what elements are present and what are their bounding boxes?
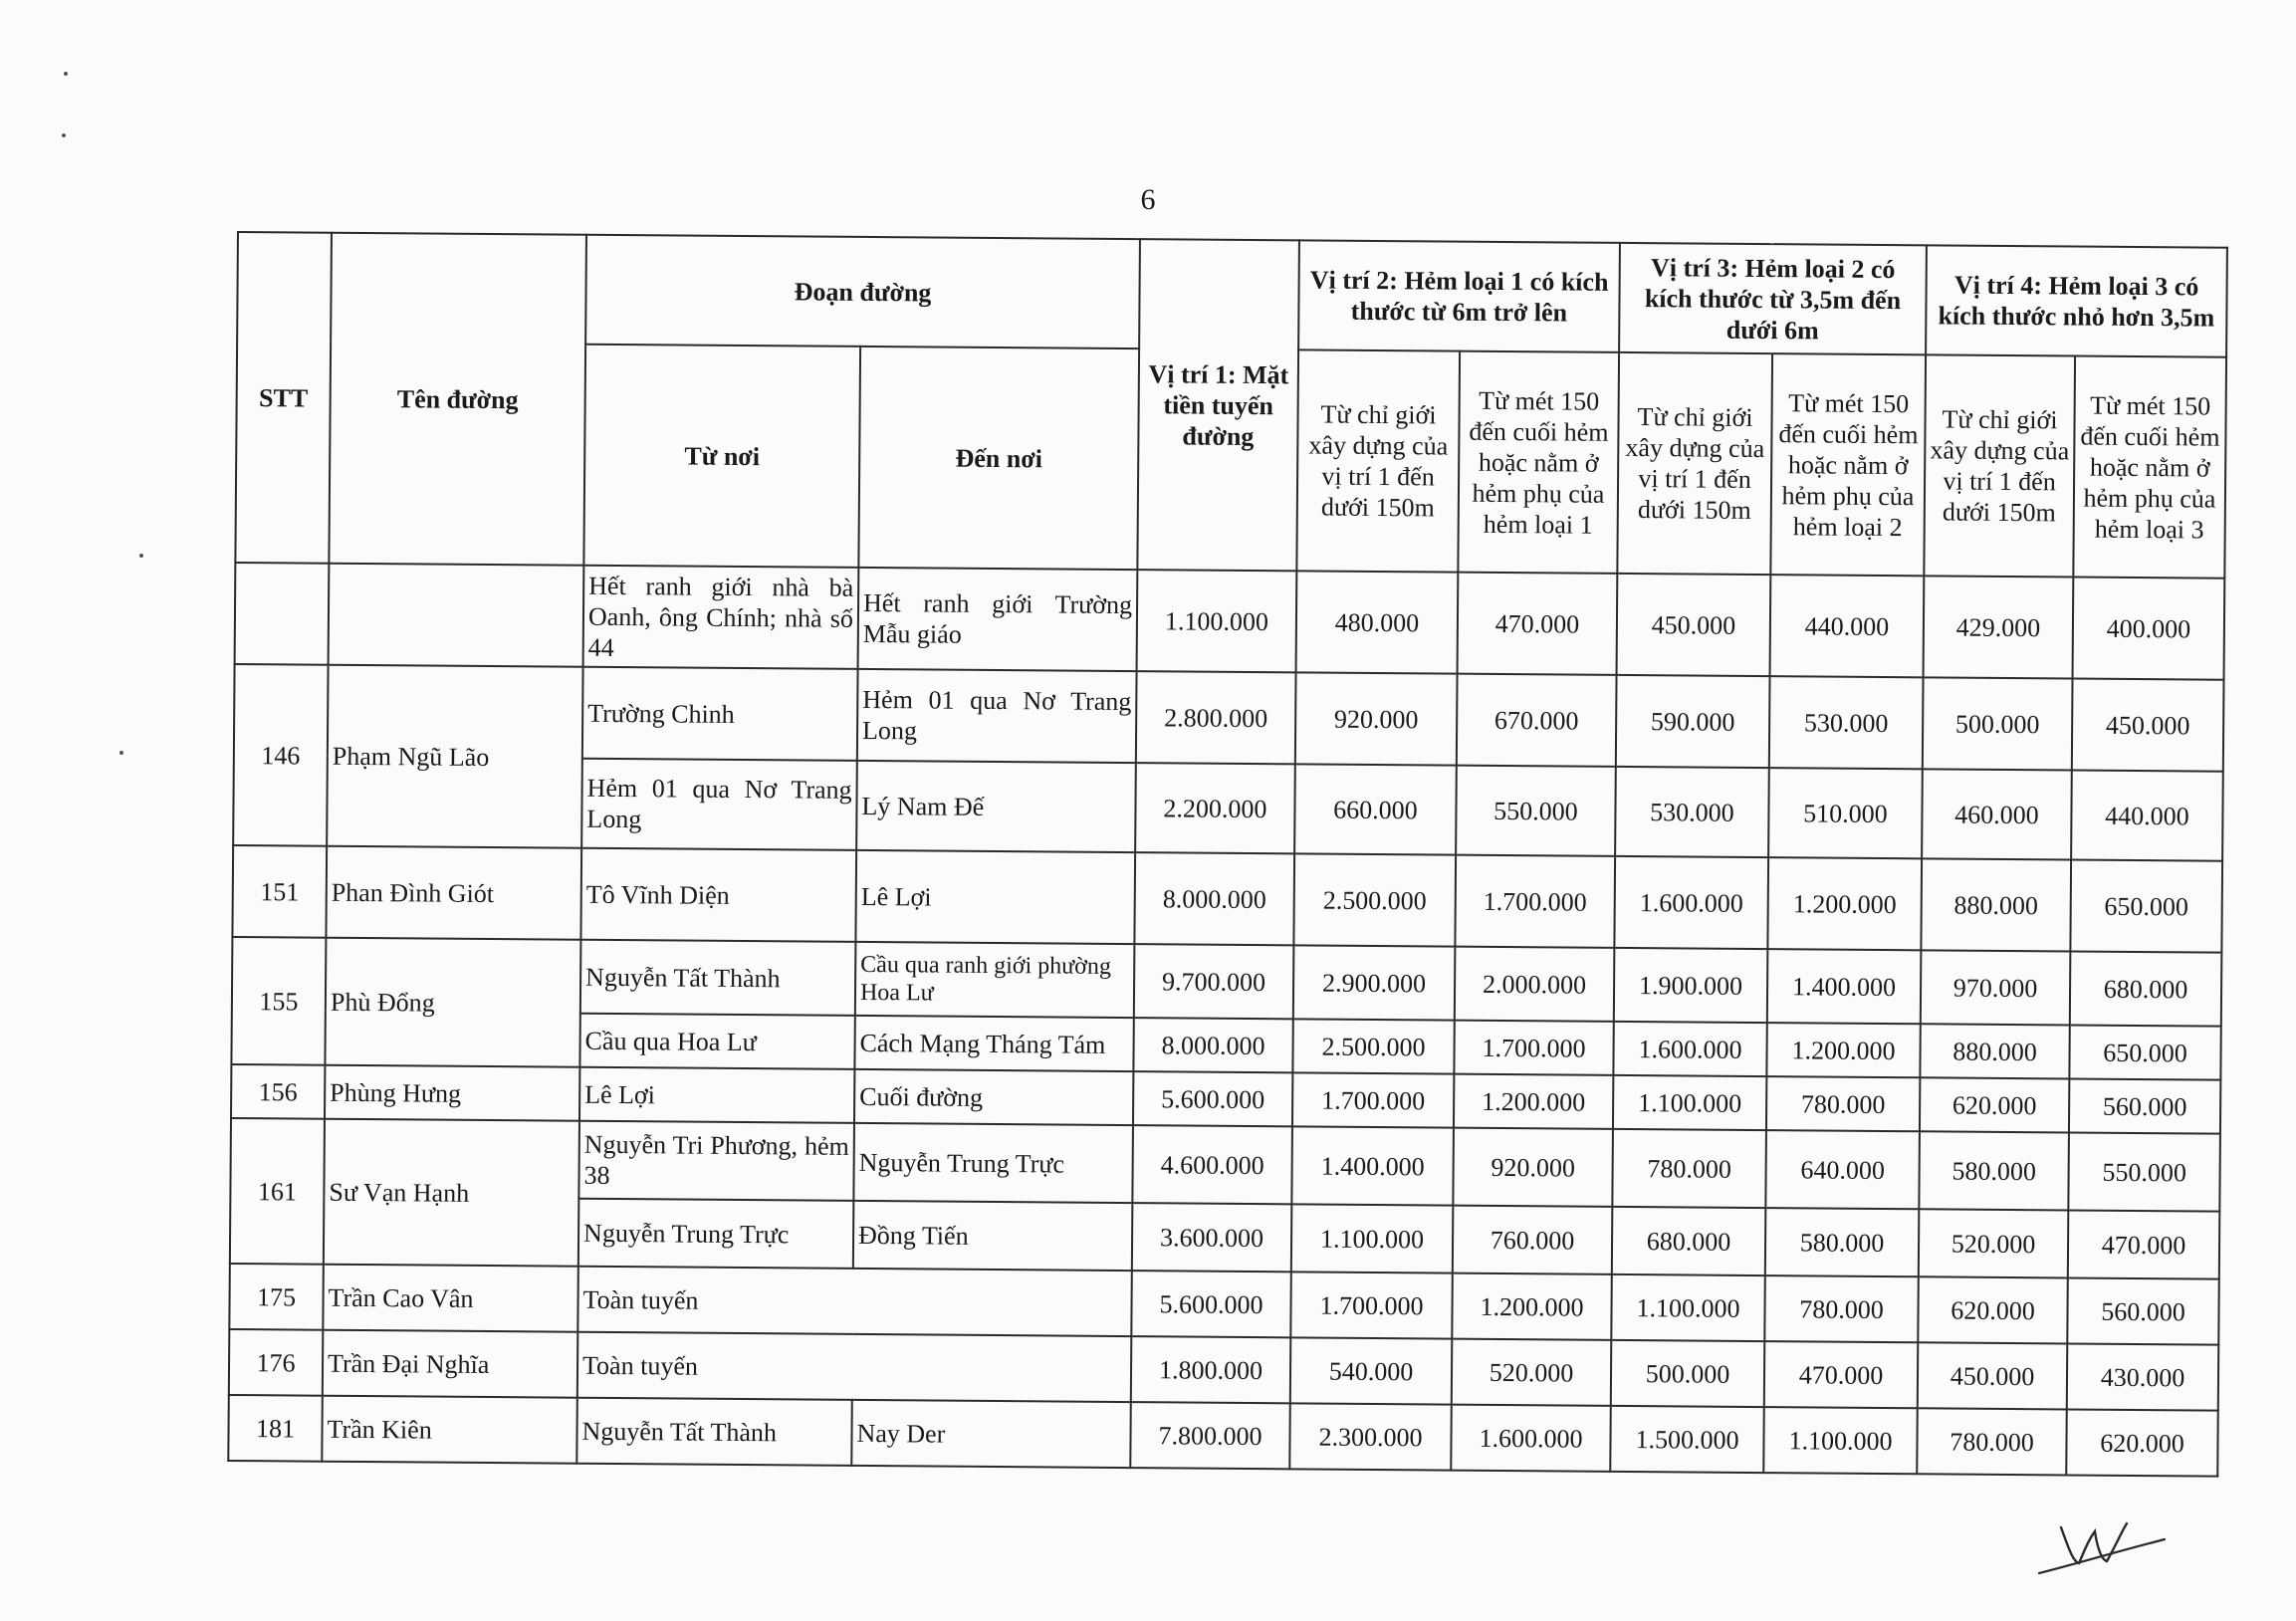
stt-cell: 151 xyxy=(232,845,327,938)
street-name-cell: Sư Vạn Hạnh xyxy=(324,1119,579,1267)
price-vt2b: 2.000.000 xyxy=(1455,947,1615,1022)
price-vt4a: 620.000 xyxy=(1920,1077,2069,1132)
price-vt2a: 540.000 xyxy=(1290,1337,1453,1404)
price-vt4b: 450.000 xyxy=(2072,678,2224,771)
from-cell: Nguyễn Tất Thành xyxy=(580,940,856,1016)
price-vt4b: 650.000 xyxy=(2069,1025,2220,1079)
price-vt2a: 2.500.000 xyxy=(1292,1019,1454,1073)
price-vt3a: 780.000 xyxy=(1612,1129,1766,1208)
price-vt3b: 1.400.000 xyxy=(1767,949,1922,1024)
price-vt2a: 920.000 xyxy=(1295,672,1458,765)
stt-cell: 176 xyxy=(229,1329,324,1396)
price-vt3a: 450.000 xyxy=(1617,574,1771,676)
price-vt3a: 1.900.000 xyxy=(1614,948,1768,1023)
segment-cell: Toàn tuyến xyxy=(577,1332,1132,1402)
stt-cell: 156 xyxy=(231,1064,325,1119)
price-vt2b: 1.200.000 xyxy=(1454,1074,1613,1129)
to-cell: Hẻm 01 qua Nơ Trang Long xyxy=(857,669,1137,763)
to-cell: Đồng Tiến xyxy=(853,1201,1133,1271)
price-vt2a: 2.300.000 xyxy=(1289,1403,1452,1470)
street-name-cell: Trần Đại Nghĩa xyxy=(323,1330,578,1398)
from-cell: Lê Lợi xyxy=(579,1067,854,1123)
price-vt4a: 880.000 xyxy=(1921,858,2071,951)
stt-cell: 181 xyxy=(228,1395,323,1462)
from-cell: Cầu qua Hoa Lư xyxy=(579,1014,854,1069)
scan-speck xyxy=(64,72,68,76)
from-cell: Hẻm 01 qua Nơ Trang Long xyxy=(581,759,857,850)
header-vi-tri-1: Vị trí 1: Mặt tiền tuyến đường xyxy=(1137,239,1299,571)
page-number: 6 xyxy=(1140,183,1156,216)
from-cell: Nguyễn Tất Thành xyxy=(576,1398,852,1466)
price-vt1: 5.600.000 xyxy=(1133,1071,1292,1126)
price-vt4a: 580.000 xyxy=(1919,1131,2069,1210)
stt-cell: 155 xyxy=(231,937,326,1065)
price-vt2a: 1.700.000 xyxy=(1290,1272,1453,1338)
price-vt1: 3.600.000 xyxy=(1132,1203,1292,1272)
price-vt3b: 440.000 xyxy=(1770,575,1925,677)
price-vt2b: 1.700.000 xyxy=(1454,1021,1613,1075)
price-vt4a: 520.000 xyxy=(1919,1209,2069,1277)
street-name-cell: Phù Đổng xyxy=(325,938,580,1067)
price-vt3b: 1.200.000 xyxy=(1766,1023,1920,1077)
from-cell: Nguyễn Trung Trực xyxy=(578,1199,854,1269)
table-row xyxy=(232,845,2222,953)
price-vt2b: 550.000 xyxy=(1456,766,1616,856)
price-vt3a: 1.600.000 xyxy=(1613,1022,1766,1076)
price-vt1: 7.800.000 xyxy=(1130,1402,1290,1469)
from-cell: Hết ranh giới nhà bà Oanh, ông Chính; nhà số 44 xyxy=(583,566,859,669)
price-vt2b: 920.000 xyxy=(1453,1128,1613,1207)
table-row xyxy=(230,1118,2220,1212)
to-cell: Cuối đường xyxy=(854,1069,1133,1125)
price-vt3b: 1.100.000 xyxy=(1763,1407,1918,1474)
price-vt3a: 1.100.000 xyxy=(1611,1274,1765,1341)
price-vt1: 9.700.000 xyxy=(1134,944,1294,1019)
segment-cell: Toàn tuyến xyxy=(577,1267,1132,1336)
price-vt3a: 1.500.000 xyxy=(1610,1406,1764,1473)
price-vt3b: 640.000 xyxy=(1765,1130,1920,1209)
to-cell: Cách Mạng Tháng Tám xyxy=(854,1016,1133,1071)
initials-signature-icon xyxy=(2031,1509,2171,1579)
price-vt1: 8.000.000 xyxy=(1134,852,1294,945)
price-vt2a: 1.400.000 xyxy=(1291,1126,1454,1205)
price-vt3a: 530.000 xyxy=(1615,767,1769,857)
price-vt2a: 1.700.000 xyxy=(1292,1072,1454,1127)
price-vt4b: 650.000 xyxy=(2070,859,2222,952)
price-vt2a: 2.900.000 xyxy=(1293,945,1456,1020)
price-vt4a: 460.000 xyxy=(1922,769,2072,859)
price-vt4b: 620.000 xyxy=(2066,1409,2218,1476)
from-cell: Tô Vĩnh Diện xyxy=(580,848,856,942)
price-vt4a: 620.000 xyxy=(1918,1276,2068,1343)
price-vt4b: 440.000 xyxy=(2071,770,2223,860)
price-vt4a: 780.000 xyxy=(1917,1408,2067,1475)
header-vi-tri-2: Vị trí 2: Hẻm loại 1 có kích thước từ 6m trở lên xyxy=(1298,240,1620,352)
table-row xyxy=(235,563,2225,680)
price-vt4b: 680.000 xyxy=(2070,951,2222,1026)
header-den-noi: Đến nơi xyxy=(858,347,1139,570)
price-vt1: 1.100.000 xyxy=(1137,570,1297,672)
to-cell: Nay Der xyxy=(851,1400,1131,1468)
header-vt4-sub-a: Từ chỉ giới xây dựng của vị trí 1 đến dưới 150m xyxy=(1924,354,2075,577)
land-price-table-wrapper xyxy=(237,231,2226,1462)
price-vt4a: 500.000 xyxy=(1923,677,2073,770)
price-vt4a: 450.000 xyxy=(1918,1342,2068,1409)
price-vt2b: 470.000 xyxy=(1458,573,1618,675)
price-vt3b: 580.000 xyxy=(1765,1208,1920,1276)
price-vt1: 8.000.000 xyxy=(1133,1018,1292,1072)
price-vt2b: 670.000 xyxy=(1457,674,1617,767)
price-vt2b: 1.200.000 xyxy=(1452,1274,1612,1340)
price-vt4b: 560.000 xyxy=(2067,1277,2219,1344)
scan-speck xyxy=(139,554,143,558)
header-vt2-sub-a: Từ chỉ giới xây dựng của vị trí 1 đến dưới 150m xyxy=(1296,349,1460,572)
price-vt3b: 1.200.000 xyxy=(1767,857,1922,950)
header-vi-tri-3: Vị trí 3: Hẻm loại 2 có kích thước từ 3,5m đến dưới 6m xyxy=(1619,243,1927,354)
header-vt2-sub-b: Từ mét 150 đến cuối hẻm hoặc nằm ở hẻm phụ của hẻm loại 1 xyxy=(1458,351,1619,574)
price-vt3a: 500.000 xyxy=(1611,1340,1765,1407)
price-vt4a: 970.000 xyxy=(1921,950,2071,1025)
price-vt2b: 1.600.000 xyxy=(1451,1405,1611,1472)
table-row xyxy=(232,937,2222,1027)
price-vt4b: 470.000 xyxy=(2068,1210,2220,1278)
header-ten-duong: Tên đường xyxy=(329,233,586,566)
price-vt2a: 2.500.000 xyxy=(1293,853,1456,946)
price-vt1: 1.800.000 xyxy=(1131,1336,1291,1403)
to-cell: Lý Nam Đế xyxy=(856,761,1136,852)
land-price-table xyxy=(227,231,2228,1478)
header-doan-duong: Đoạn đường xyxy=(585,235,1140,348)
price-vt1: 2.800.000 xyxy=(1136,671,1296,764)
price-vt4a: 880.000 xyxy=(1920,1024,2069,1078)
street-name-cell: Phùng Hưng xyxy=(325,1065,579,1121)
price-vt3b: 780.000 xyxy=(1764,1275,1919,1342)
street-name-cell: Phạm Ngũ Lão xyxy=(327,665,582,848)
to-cell: Nguyễn Trung Trực xyxy=(853,1123,1133,1203)
price-vt2a: 480.000 xyxy=(1296,571,1459,673)
scan-speck xyxy=(62,133,66,137)
price-vt2a: 660.000 xyxy=(1294,764,1457,854)
stt-cell: 175 xyxy=(229,1264,324,1330)
price-vt4a: 429.000 xyxy=(1924,576,2074,678)
price-vt4b: 400.000 xyxy=(2073,577,2225,679)
price-vt4b: 560.000 xyxy=(2069,1078,2220,1133)
price-vt3a: 590.000 xyxy=(1616,675,1770,768)
price-vt2b: 520.000 xyxy=(1452,1339,1612,1406)
price-vt3a: 1.600.000 xyxy=(1614,856,1768,949)
street-name-cell: Trần Cao Vân xyxy=(323,1265,578,1332)
header-vi-tri-4: Vị trí 4: Hẻm loại 3 có kích thước nhỏ hơn 3,5m xyxy=(1926,245,2227,356)
stt-cell: 146 xyxy=(233,664,328,846)
header-vt4-sub-b: Từ mét 150 đến cuối hẻm hoặc nằm ở hẻm phụ của hẻm loại 3 xyxy=(2073,356,2226,579)
table-row xyxy=(234,664,2224,772)
street-name-cell xyxy=(329,564,584,667)
price-vt4b: 430.000 xyxy=(2067,1343,2219,1410)
price-vt1: 2.200.000 xyxy=(1135,763,1295,853)
price-vt2b: 1.700.000 xyxy=(1455,855,1615,948)
price-vt2a: 1.100.000 xyxy=(1291,1204,1454,1273)
to-cell: Hết ranh giới Trường Mẫu giáo xyxy=(858,568,1138,671)
to-cell: Cầu qua ranh giới phường Hoa Lư xyxy=(855,942,1135,1018)
price-vt1: 5.600.000 xyxy=(1131,1271,1291,1337)
header-vt3-sub-a: Từ chỉ giới xây dựng của vị trí 1 đến dưới 150m xyxy=(1617,352,1772,575)
scan-speck xyxy=(119,751,123,755)
price-vt4b: 550.000 xyxy=(2068,1132,2220,1211)
price-vt1: 4.600.000 xyxy=(1132,1125,1292,1204)
street-name-cell: Trần Kiên xyxy=(322,1396,577,1464)
price-vt3a: 680.000 xyxy=(1612,1207,1766,1275)
to-cell: Lê Lợi xyxy=(855,850,1135,944)
from-cell: Trường Chinh xyxy=(582,667,858,761)
header-tu-noi: Từ nơi xyxy=(583,345,860,568)
price-vt3b: 510.000 xyxy=(1768,768,1923,858)
header-stt: STT xyxy=(235,232,332,564)
price-vt3a: 1.100.000 xyxy=(1613,1075,1766,1130)
price-vt2b: 760.000 xyxy=(1453,1206,1613,1274)
stt-cell xyxy=(235,563,330,665)
price-vt3b: 530.000 xyxy=(1769,676,1924,769)
street-name-cell: Phan Đình Giót xyxy=(326,846,581,940)
from-cell: Nguyễn Tri Phương, hẻm 38 xyxy=(578,1121,854,1201)
header-vt3-sub-b: Từ mét 150 đến cuối hẻm hoặc nằm ở hẻm phụ của hẻm loại 2 xyxy=(1770,353,1926,576)
price-vt3b: 780.000 xyxy=(1766,1076,1920,1131)
stt-cell: 161 xyxy=(230,1118,325,1265)
price-vt3b: 470.000 xyxy=(1764,1341,1919,1408)
